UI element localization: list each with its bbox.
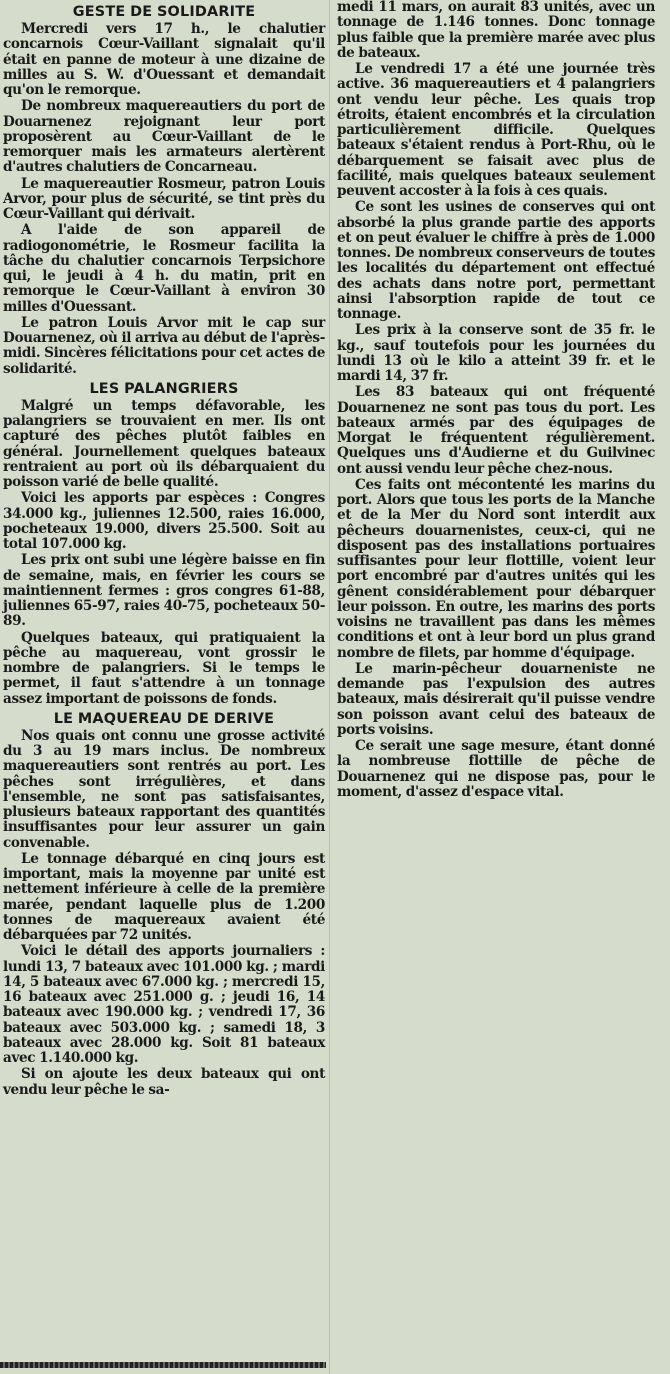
paragraph: Mercredi vers 17 h., le chalutier concarnois Cœur-Vaillant signalait qu'il était en panne de moteur à une dizaine de milles au S. W. d'Ouessant et demandait qu'on le remorque.: [3, 21, 325, 98]
article-column-right: [337, 0, 655, 801]
paragraph: Les prix à la conserve sont de 35 fr. le kg., sauf toutefois pour les journées du lundi 13 où le kilo a atteint 39 fr. et le mardi 14, 37 fr.: [337, 322, 655, 384]
bottom-rule: [0, 1362, 326, 1368]
paragraph: Le maquereautier Rosmeur, patron Louis Arvor, pour plus de sécurité, se tint près du Cœur-Vaillant qui dérivait.: [3, 175, 325, 222]
paragraph: Le vendredi 17 a été une journée très active. 36 maquereautiers et 4 palangriers ont vendu leur pêche. Les quais trop étroits, étaient encombrés et la circulation particulièrement difficile. Quelques bateaux s'étaient rendus à Port-Rhu, où le débarquement se faisait avec plus de facilité, mais quelques bateaux seulement peuvent accoster à la fois à ces quais.: [337, 61, 655, 199]
paragraph: Si on ajoute les deux bateaux qui ont vendu leur pêche le sa-: [3, 1066, 325, 1098]
paragraph: Nos quais ont connu une grosse activité du 3 au 19 mars inclus. De nombreux maquereautiers sont rentrés au port. Les pêches sont irrégulières, et dans l'ensemble, ne sont pas satisfaisantes, plusieurs bateaux rapportant des quantités insuffisantes pour leur assurer un gain convenable.: [3, 727, 325, 851]
heading-les-palangriers: LES PALANGRIERS: [89, 380, 239, 397]
heading-geste-de-solidarite: GESTE DE SOLIDARITE: [72, 4, 256, 20]
paragraph: Les prix ont subi une légère baisse en fin de semaine, mais, en février les cours se maintiennent fermes : gros congres 61-88, juliennes 65-97, raies 40-75, pocheteaux 50-89.: [3, 552, 325, 630]
paragraph: Voici les apports par espèces : Congres 34.000 kg., juliennes 12.500, raies 16.000, pocheteaux 19.000, divers 25.500. Soit au total 107.000 kg.: [3, 490, 325, 552]
paragraph: Ces faits ont mécontenté les marins du port. Alors que tous les ports de la Manche et de la Mer du Nord sont interdit aux pêcheurs douarnenistes, ceux-ci, qui ne disposent pas des installations portuaires suffisantes pour leur flottille, voient leur port encombré par d'autres unités qui les gênent considérablement pour débarquer leur poisson. En outre, les marins des ports voisins ne travaillent pas dans les mêmes conditions et ont à leur bord un plus grand nombre de filets, par homme d'équipage.: [337, 476, 655, 661]
paragraph: A l'aide de son appareil de radiogonométrie, le Rosmeur facilita la tâche du chalutier concarnois Terpsichore qui, le jeudi à 4 h. du matin, prit en remorque le Cœur-Vaillant à environ 30 milles d'Ouessant.: [3, 222, 325, 315]
paragraph: Quelques bateaux, qui pratiquaient la pêche au maquereau, vont grossir le nombre de palangriers. Si le temps le permet, il faut s'attendre à un tonnage assez important de poissons de fonds.: [3, 629, 325, 707]
paragraph: Le tonnage débarqué en cinq jours est important, mais la moyenne par unité est nettement inférieure à celle de la première marée, pendant laquelle plus de 1.200 tonnes de maquereaux avaient été débarquées par 72 unités.: [3, 850, 325, 943]
paragraph: De nombreux maquereautiers du port de Douarnenez rejoignant leur port proposèrent au Cœur-Vaillant de le remorquer mais les armateurs alertèrent d'autres chalutiers de Concarneau.: [3, 98, 325, 176]
paragraph: Ce sont les usines de conserves qui ont absorbé la plus grande partie des apports et on peut évaluer le chiffre à près de 1.000 tonnes. De nombreux conserveurs de toutes les localités du département ont effectué des achats dans notre port, permettant ainsi l'absorption rapide de tout ce tonnage.: [337, 199, 655, 322]
paragraph: Ce serait une sage mesure, étant donné la nombreuse flottille de pêche de Douarnenez qui ne dispose pas, pour le moment, d'assez d'espace vital.: [337, 738, 655, 800]
heading-le-maquereau-de-derive: LE MAQUEREAU DE DERIVE: [53, 710, 275, 727]
paragraph: Le marin-pêcheur douarneniste ne demande pas l'expulsion des autres bateaux, mais désirerait qu'il puisse vendre son poisson avant celui des bateaux de ports voisins.: [337, 660, 655, 738]
column-divider: [329, 0, 330, 1374]
paragraph: Malgré un temps défavorable, les palangriers se trouvaient en mer. Ils ont capturé des pêches plutôt faibles en général. Journellement quelques bateaux rentraient au port où ils débarquaient du poisson varié de belle qualité.: [3, 397, 325, 490]
paragraph: Voici le détail des apports journaliers : lundi 13, 7 bateaux avec 101.000 kg. ; mardi 14, 5 bateaux avec 67.000 kg. ; mercredi 15, 16 bateaux avec 251.000 g. ; jeudi 16, 14 bateaux avec 190.000 kg. ; vendredi 17, 36 bateaux avec 503.000 kg. ; samedi 18, 3 bateaux avec 28.000 kg. Soit 81 bateaux avec 1.140.000 kg.: [3, 943, 325, 1066]
article-column-left: [3, 0, 325, 1099]
paragraph-continued: medi 11 mars, on aurait 83 unités, avec un tonnage de 1.146 tonnes. Donc tonnage plus faible que la première marée avec plus de bateaux.: [337, 0, 655, 61]
paragraph: Les 83 bateaux qui ont fréquenté Douarnenez ne sont pas tous du port. Les bateaux armés par des équipages de Morgat le fréquentent régulièrement. Quelques uns d'Audierne et du Guilvinec ont aussi vendu leur pêche chez-nous.: [337, 384, 655, 477]
paragraph: Le patron Louis Arvor mit le cap sur Douarnenez, où il arriva au début de l'après-midi. Sincères félicitations pour cet actes de solidarité.: [3, 314, 325, 377]
